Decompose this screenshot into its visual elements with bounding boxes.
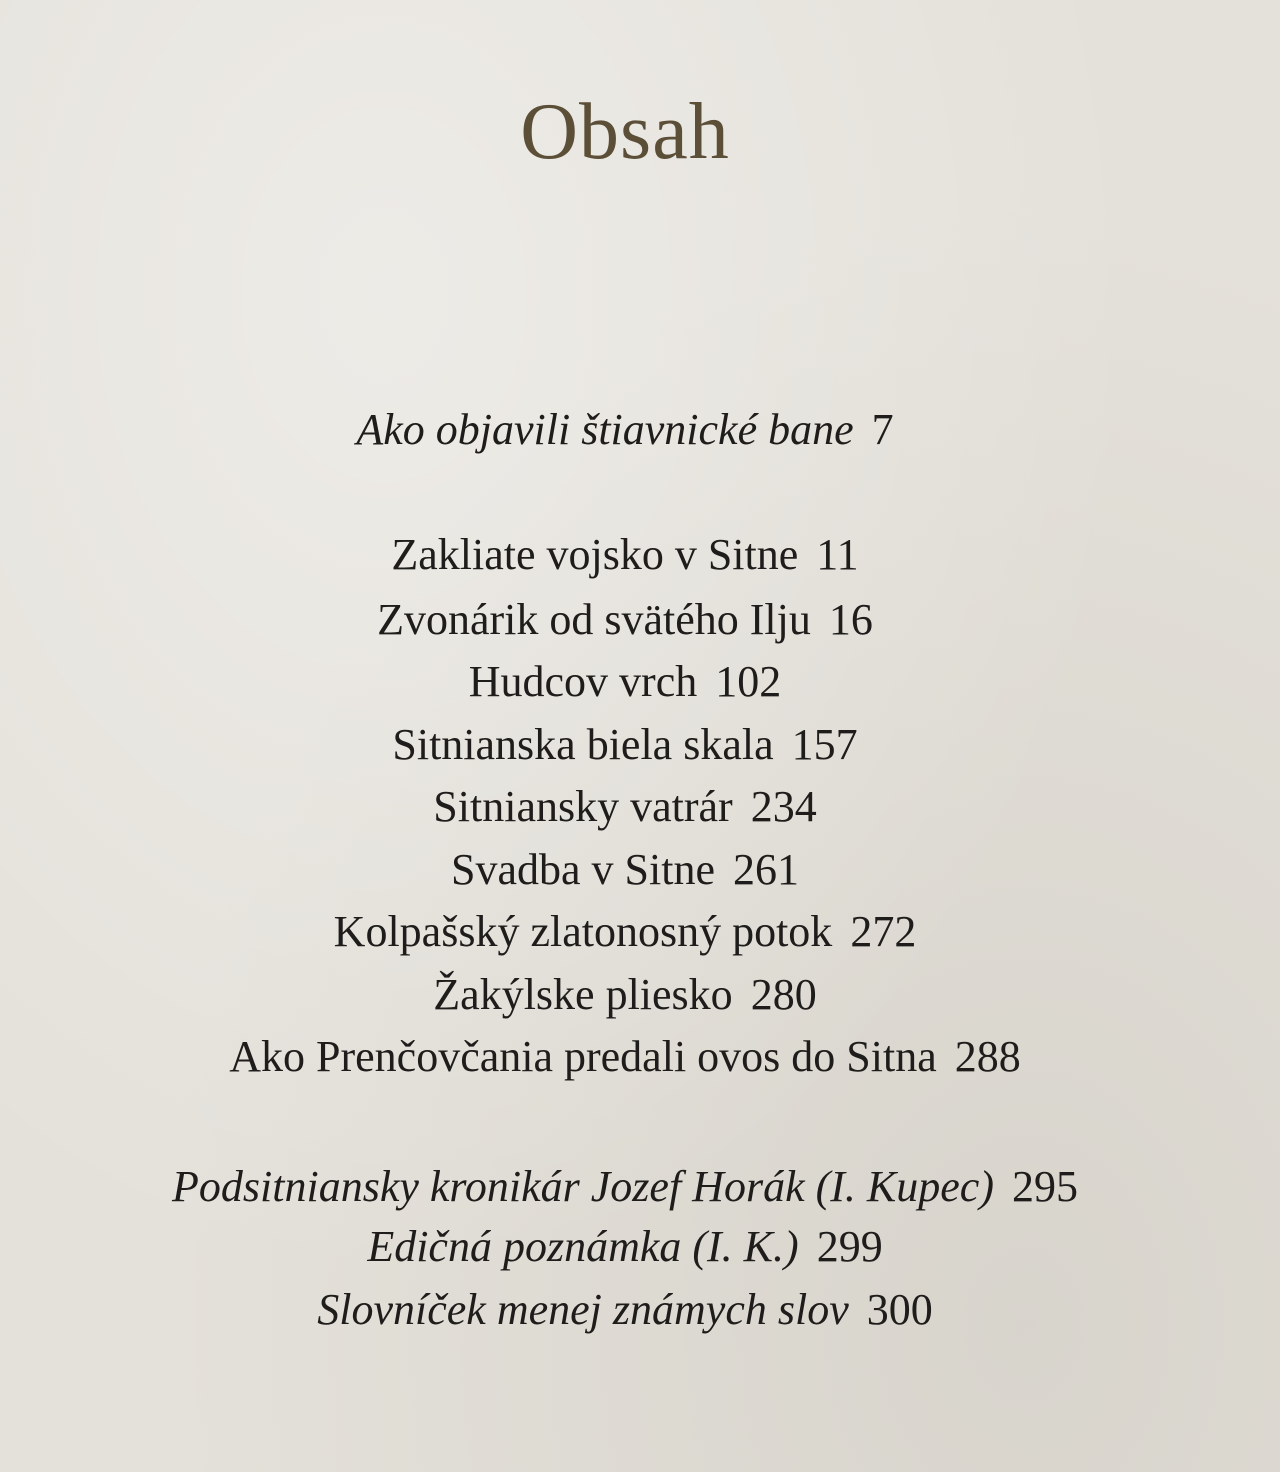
toc-entry-title: Sitnianska biela skala	[392, 720, 774, 769]
toc-entry	[0, 1280, 1250, 1340]
toc-entry-title: Kolpašský zlatonosný potok	[333, 907, 833, 956]
toc-entry	[0, 1217, 1250, 1277]
toc-entry-page: 288	[954, 1032, 1021, 1081]
toc-entry-title: Zakliate vojsko v Sitne	[391, 530, 799, 579]
page-title: Obsah	[520, 88, 730, 176]
toc-entry-page: 234	[750, 782, 817, 831]
toc-entry	[0, 965, 1250, 1025]
toc-entry	[0, 1157, 1250, 1217]
toc-entry-title: Slovníček menej známych slov	[317, 1285, 849, 1334]
toc-entry-title: Edičná poznámka (I. K.)	[367, 1222, 799, 1271]
toc-entry-title: Ako Prenčovčania predali ovos do Sitna	[229, 1032, 937, 1081]
toc-entry	[0, 652, 1250, 712]
toc-entry-page: 299	[816, 1222, 883, 1271]
toc-entry-title: Podsitniansky kronikár Jozef Horák (I. Kupec)	[172, 1162, 994, 1211]
toc-entry	[0, 400, 1250, 460]
toc-entry-title: Ako objavili štiavnické bane	[356, 405, 854, 454]
toc-entry-page: 16	[828, 595, 873, 644]
toc-entry-page: 295	[1011, 1162, 1078, 1211]
toc-entry-title: Žakýlske pliesko	[433, 970, 733, 1019]
toc-entry-page: 7	[871, 405, 894, 454]
toc-entry-title: Zvonárik od svätého Ilju	[377, 595, 811, 644]
toc-entry-page: 280	[750, 970, 817, 1019]
toc-entry	[0, 715, 1250, 775]
toc-entry	[0, 590, 1250, 650]
toc-entry	[0, 777, 1250, 837]
toc-entry	[0, 1027, 1250, 1087]
toc-entry-page: 261	[732, 845, 799, 894]
toc-entry-title: Hudcov vrch	[468, 657, 698, 706]
toc-entry	[0, 902, 1250, 962]
toc-entry-page: 157	[791, 720, 858, 769]
toc-entry-page: 11	[816, 530, 859, 579]
toc-entry-page: 300	[866, 1285, 933, 1334]
toc-entry-page: 272	[850, 907, 917, 956]
toc-entry-title: Sitniansky vatrár	[433, 782, 733, 831]
toc-entry	[0, 525, 1250, 585]
toc-entry	[0, 840, 1250, 900]
toc-entry-title: Svadba v Sitne	[451, 845, 715, 894]
toc-entry-page: 102	[715, 657, 782, 706]
